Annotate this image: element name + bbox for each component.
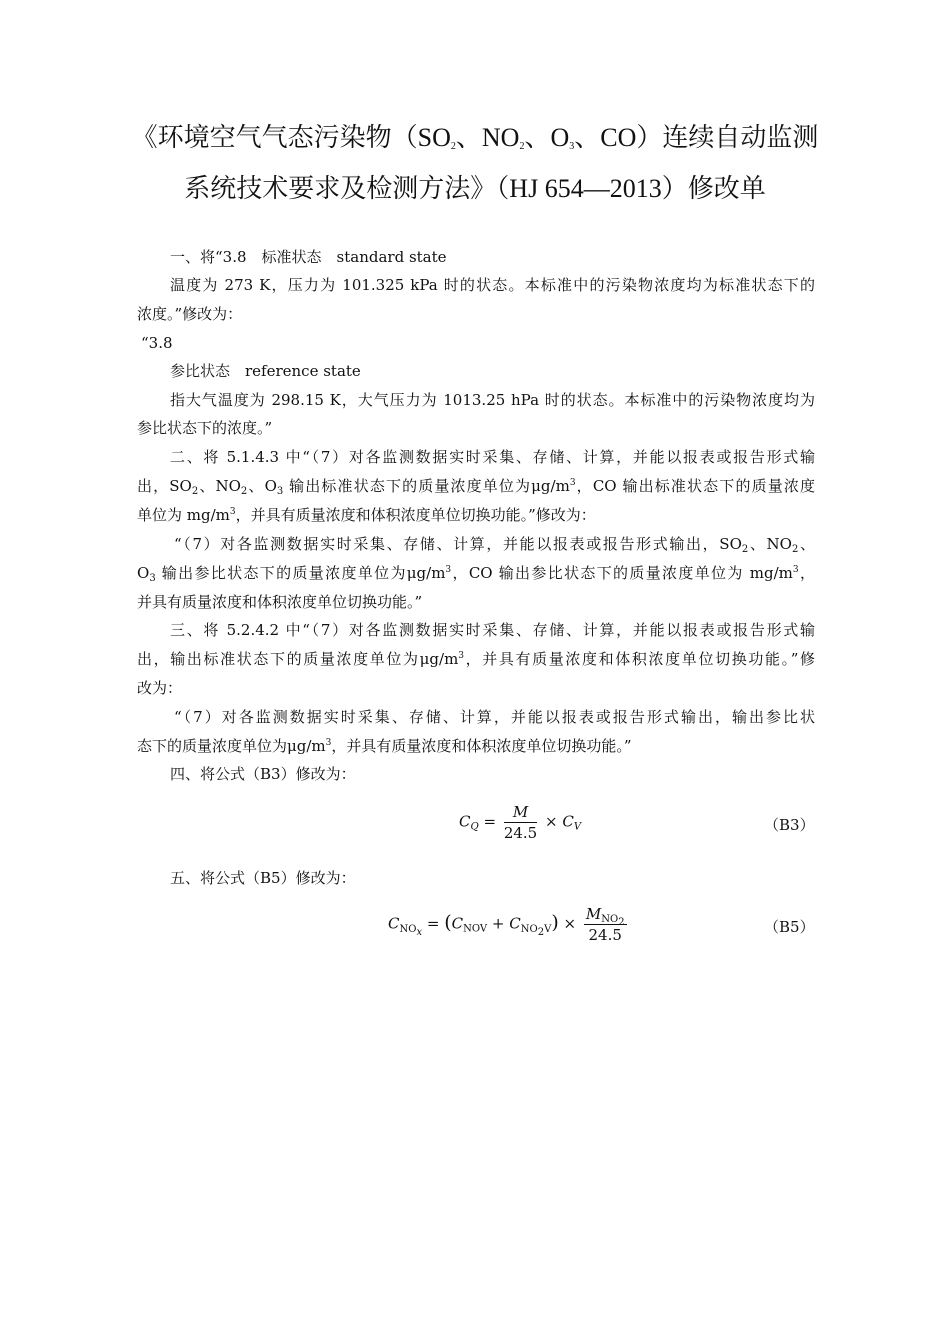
sec1-line-6: 指大气温度为 298.15 K，大气压力为 1013.25 hPa 时的状态。本标准中的污染物浓度均为: [170, 391, 815, 409]
sec1-line-4: “3.8: [141, 334, 173, 352]
sec2-line-4: “（7）对各监测数据实时采集、存储、计算，并能以报表或报告形式输出，$SO_2$、$NO_2$、: [174, 535, 815, 555]
equation-number-b5: （B5）: [764, 918, 815, 936]
sec1-line-3: 浓度。”修改为：: [137, 305, 243, 323]
sec3-line-2: 出，输出标准状态下的质量浓度单位为$\mu g/m^3$，并具有质量浓度和体积浓度单位切换功能。”修: [137, 650, 815, 668]
sec2-line-2: 出，$SO_2$、$NO_2$、$O_3$ 输出标准状态下的质量浓度单位为$\mu g/m^3$，CO 输出标准状态下的质量浓度: [137, 477, 815, 497]
sec2-line-6: 并具有质量浓度和体积浓度单位切换功能。”: [137, 593, 423, 611]
sec2-line-5: $O_3$ 输出参比状态下的质量浓度单位为$\mu g/m^3$，CO 输出参比状态下的质量浓度单位为 $mg/m^3$，: [137, 564, 815, 584]
sec2-line-3: 单位为 $mg/m^3$，并具有质量浓度和体积浓度单位切换功能。”修改为：: [137, 506, 596, 524]
sec1-line-2: 温度为 273 K，压力为 101.325 kPa 时的状态。本标准中的污染物浓度均为标准状态下的: [170, 276, 815, 294]
equation-number-b3: （B3）: [764, 816, 815, 834]
sec1-line-1: 一、将“3.8 标准状态 standard state: [170, 248, 447, 266]
sec2-line-1: 二、将 5.1.4.3 中“（7）对各监测数据实时采集、存储、计算，并能以报表或报告形式输: [170, 448, 815, 466]
sec1-line-5: 参比状态 reference state: [170, 362, 361, 380]
sec4-line-1: 四、将公式（B3）修改为：: [170, 765, 356, 783]
sec1-line-7: 参比状态下的浓度。”: [137, 419, 273, 437]
sec5-line-1: 五、将公式（B5）修改为：: [170, 869, 356, 887]
formula-b3: $C_Q$ = $\frac{M}{24.5}$ × $C_V$: [459, 803, 582, 842]
title-line-1: 《环境空气气态污染物（$SO_2$、$NO_2$、$O_3$、CO）连续自动监测: [131, 123, 819, 153]
title-line-2: 系统技术要求及检测方法》（HJ 654—2013）修改单: [184, 174, 766, 204]
sec3-line-4: “（7）对各监测数据实时采集、存储、计算，并能以报表或报告形式输出，输出参比状: [174, 708, 815, 726]
sec3-line-5: 态下的质量浓度单位为$\mu g/m^3$，并具有质量浓度和体积浓度单位切换功能。”: [137, 737, 632, 755]
formula-b5: $C_{NO_x} = (C_{NOV} + C_{NO_2V})$ × $\frac{M_{NO_2}}{24.5}$: [388, 905, 625, 944]
sec3-line-3: 改为：: [137, 679, 183, 697]
sec3-line-1: 三、将 5.2.4.2 中“（7）对各监测数据实时采集、存储、计算，并能以报表或报告形式输: [170, 621, 815, 639]
